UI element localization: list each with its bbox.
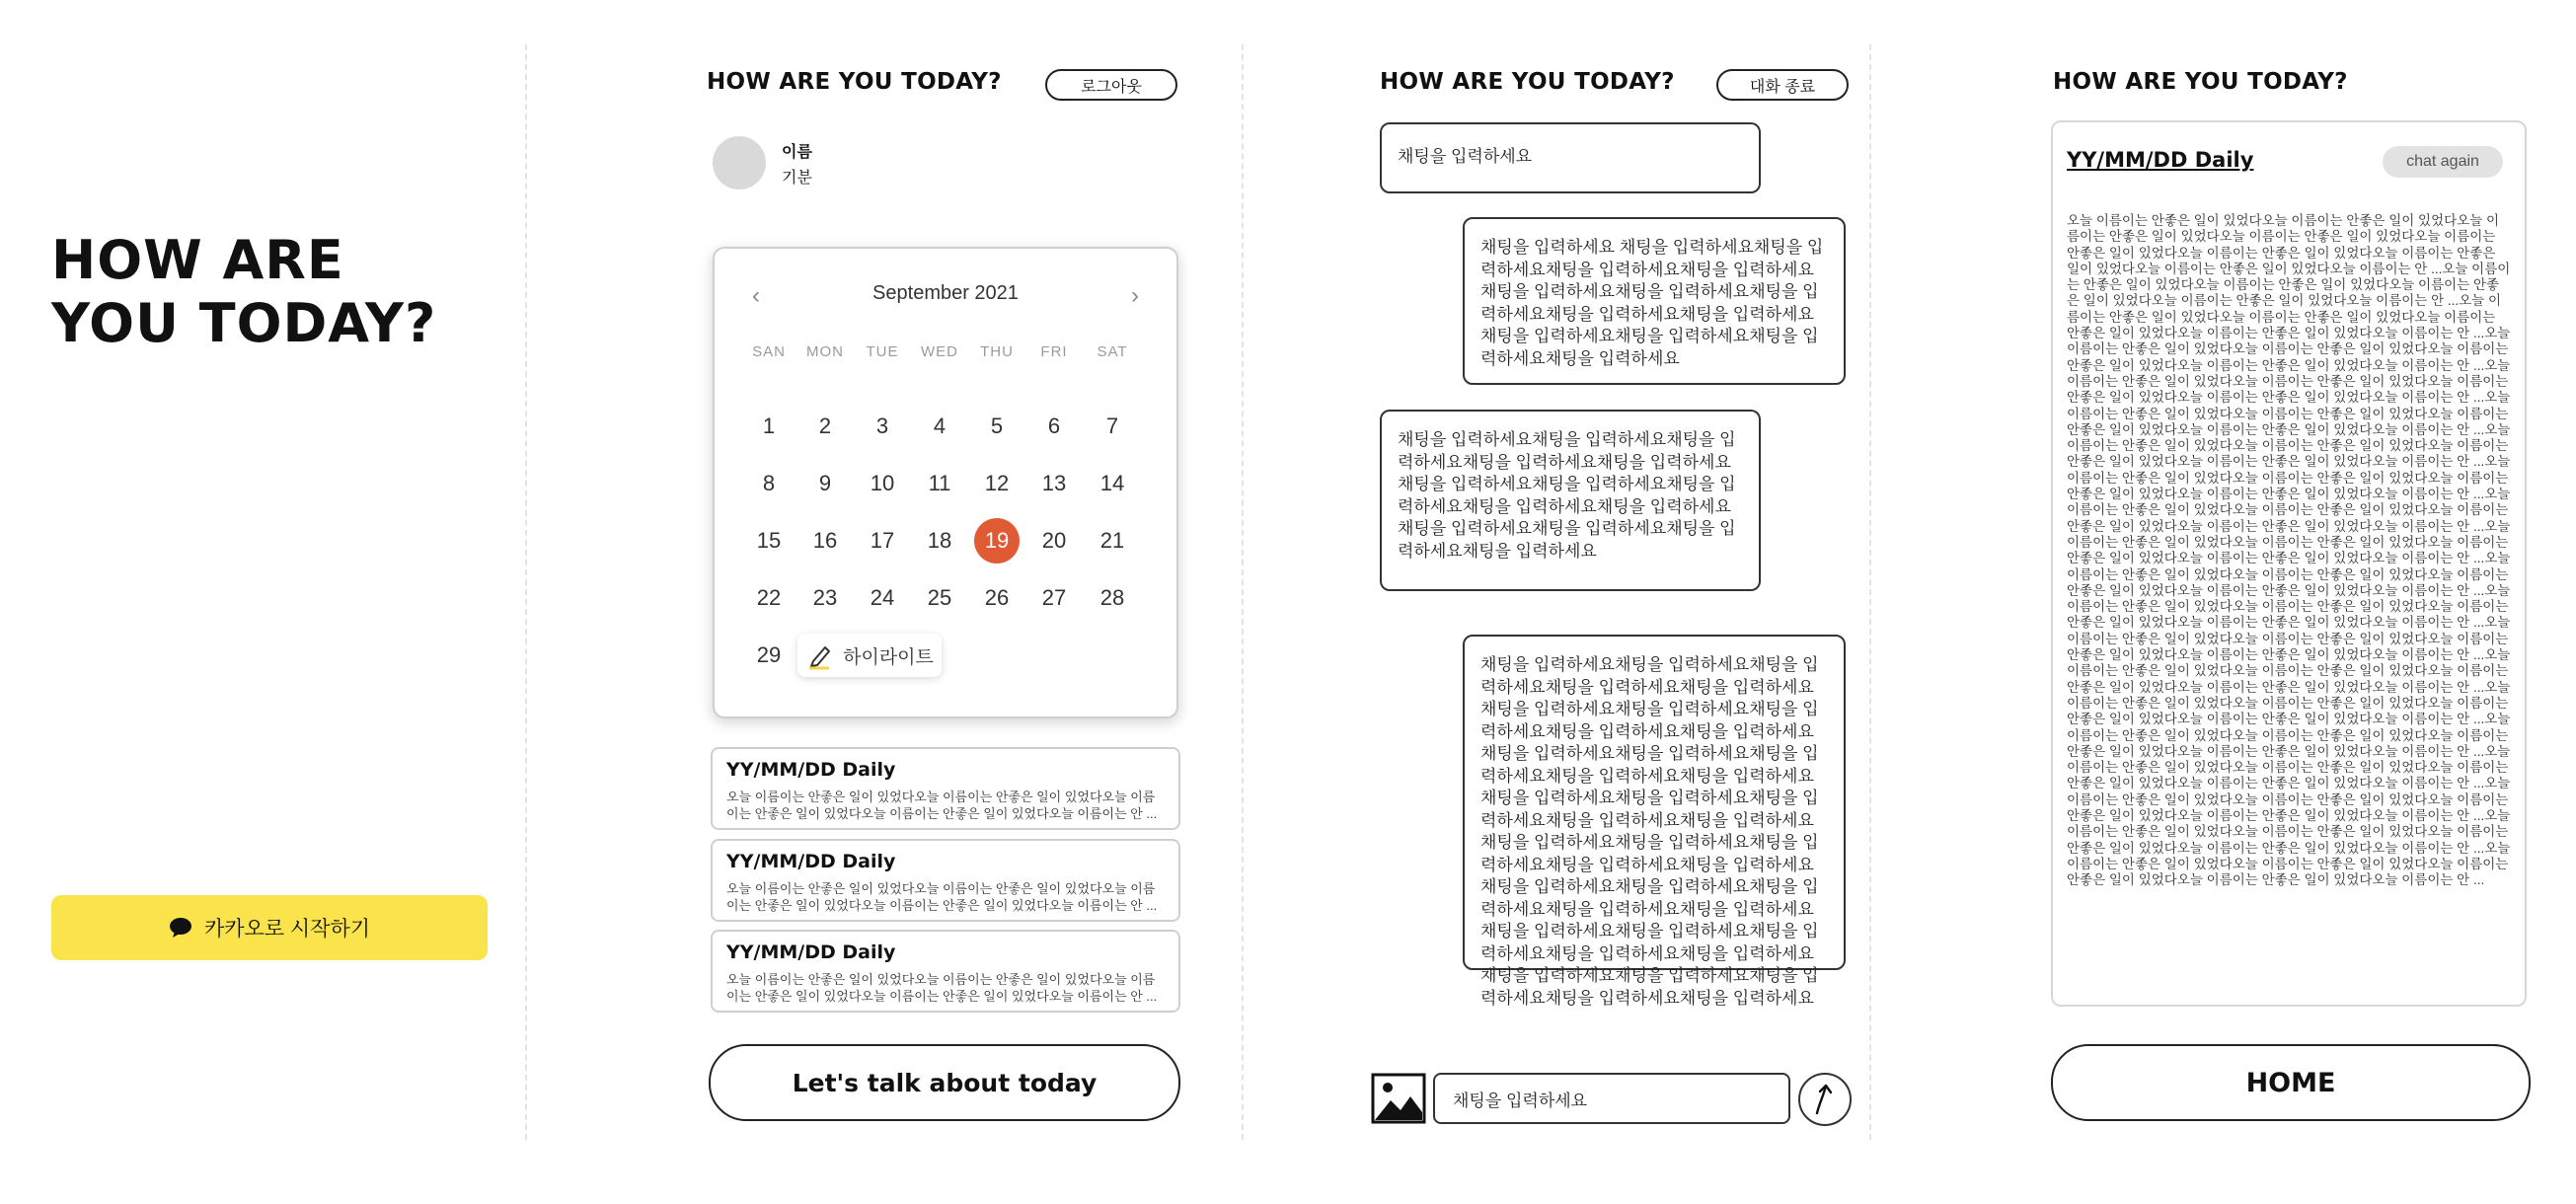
chat-bubble-icon: [169, 917, 192, 939]
calendar-month: September 2021: [872, 282, 1019, 304]
chat-again-button[interactable]: chat again: [2383, 146, 2503, 178]
calendar-day[interactable]: 28: [1099, 585, 1125, 610]
header-title: HOW ARE YOU TODAY?: [707, 69, 1002, 95]
calendar-day[interactable]: 1: [762, 414, 776, 438]
daily-card-preview: 오늘 이름이는 안좋은 일이 있었다오늘 이름이는 안좋은 일이 있었다오늘 이름이는 안좋은 일이 있었다오늘 이름이는 안좋은 일이 있었다오늘 이름이는 안 ...: [726, 972, 1158, 1004]
chevron-right-icon[interactable]: ›: [1131, 282, 1139, 309]
diary-title: YY/MM/DD Daily: [2067, 148, 2254, 172]
calendar-day-selected[interactable]: 19: [974, 518, 1020, 564]
chat-input[interactable]: 채팅을 입력하세요: [1433, 1073, 1790, 1124]
calendar-day[interactable]: 22: [756, 585, 782, 610]
calendar-day[interactable]: 5: [990, 414, 1004, 438]
weekday-label: THU: [980, 343, 1014, 360]
kakao-login-button[interactable]: [51, 895, 488, 960]
logout-button[interactable]: 로그아웃: [1045, 69, 1177, 101]
calendar-day[interactable]: 8: [762, 471, 776, 495]
chat-bubble-right: 채팅을 입력하세요채팅을 입력하세요채팅을 입력하세요채팅을 입력하세요채팅을 입력하세요채팅을 입력하세요채팅을 입력하세요채팅을 입력하세요채팅을 입력하세요채팅을 입력하세요채팅을 입력하세요채팅을 입력하세요채팅을 입력하세요채팅을 입력하세요채팅을 입력하세요채팅을 입력하세요채팅을 입력하세요채팅을 입력하세요채팅을 입력하세요채팅을 입력하세요채팅을 입력하세요채팅을 입력하세요채팅을 입력하세요채팅을 입력하세요채팅을 입력하세요채팅을 입력하세요채팅을 입력하세요채팅을 입력하세요채팅을 입력하세요채팅을 입력하세요채팅을 입력하세요채팅을 입력하세요채팅을 입력하세요채팅을 입력하세요채팅을 입력하세요채팅을 입력하세요채팅을 입력하세요채팅을 입력하세요채팅을 입력하세요채팅을 입력하세요: [1463, 635, 1846, 970]
header-title: HOW ARE YOU TODAY?: [2053, 69, 2348, 95]
calendar-day[interactable]: 7: [1105, 414, 1119, 438]
daily-card-preview: 오늘 이름이는 안좋은 일이 있었다오늘 이름이는 안좋은 일이 있었다오늘 이름이는 안좋은 일이 있었다오늘 이름이는 안좋은 일이 있었다오늘 이름이는 안 ...: [726, 881, 1158, 913]
calendar-day[interactable]: 29: [756, 642, 782, 667]
daily-card[interactable]: [711, 747, 1180, 830]
daily-card[interactable]: [711, 930, 1180, 1013]
send-button[interactable]: [1798, 1073, 1852, 1126]
calendar-day[interactable]: 14: [1099, 471, 1125, 495]
send-arrow-icon: [1810, 1083, 1840, 1116]
weekday-label: MON: [806, 343, 844, 360]
chevron-left-icon[interactable]: ‹: [752, 282, 760, 309]
calendar-day[interactable]: 9: [818, 471, 832, 495]
home-button[interactable]: HOME: [2051, 1044, 2531, 1121]
highlighter-icon: [805, 641, 835, 669]
calendar-day[interactable]: 15: [756, 528, 782, 553]
kakao-login-label: 카카오로 시작하기: [203, 918, 371, 941]
calendar-day[interactable]: 13: [1041, 471, 1067, 495]
calendar-day[interactable]: 23: [812, 585, 838, 610]
calendar-day[interactable]: 3: [875, 414, 889, 438]
calendar-day[interactable]: 11: [928, 471, 951, 495]
chat-bubble-right: 채팅을 입력하세요 채팅을 입력하세요채팅을 입력하세요채팅을 입력하세요채팅을 입력하세요채팅을 입력하세요채팅을 입력하세요채팅을 입력하세요채팅을 입력하세요채팅을 입력하세요채팅을 입력하세요채팅을 입력하세요채팅을 입력하세요채팅을 입력하세요: [1463, 217, 1846, 385]
calendar-day[interactable]: 26: [984, 585, 1010, 610]
diary-body: 오늘 이름이는 안좋은 일이 있었다오늘 이름이는 안좋은 일이 있었다오늘 이름이는 안좋은 일이 있었다오늘 이름이는 안좋은 일이 있었다오늘 이름이는 안좋은 일이 있었다오늘 이름이는 안좋은 일이 있었다오늘 이름이는 안좋은 일이 있었다오늘 이름이는 안좋은 일이 있었다오늘 이름이는 안 ...오늘 이름이는 안좋은 일이 있었다오늘 이름이는 안좋은 일이 있었다오늘 이름이는 안좋은 일이 있었다오늘 이름이는 안좋은 일이 있었다오늘 이름이는 안 ...오늘 이름이는 안좋은 일이 있었다오늘 이름이는 안좋은 일이 있었다오늘 이름이는 안좋은 일이 있었다오늘 이름이는 안좋은 일이 있었다오늘 이름이는 안 ...오늘 이름이는 안좋은 일이 있었다오늘 이름이는 안좋은 일이 있었다오늘 이름이는 안좋은 일이 있었다오늘 이름이는 안좋은 일이 있었다오늘 이름이는 안 ...오늘 이름이는 안좋은 일이 있었다오늘 이름이는 안좋은 일이 있었다오늘 이름이는 안좋은 일이 있었다오늘 이름이는 안좋은 일이 있었다오늘 이름이는 안 ...오늘 이름이는 안좋은 일이 있었다오늘 이름이는 안좋은 일이 있었다오늘 이름이는 안좋은 일이 있었다오늘 이름이는 안좋은 일이 있었다오늘 이름이는 안 ...오늘 이름이는 안좋은 일이 있었다오늘 이름이는 안좋은 일이 있었다오늘 이름이는 안좋은 일이 있었다오늘 이름이는 안좋은 일이 있었다오늘 이름이는 안 ...오늘 이름이는 안좋은 일이 있었다오늘 이름이는 안좋은 일이 있었다오늘 이름이는 안좋은 일이 있었다오늘 이름이는 안좋은 일이 있었다오늘 이름이는 안 ...오늘 이름이는 안좋은 일이 있었다오늘 이름이는 안좋은 일이 있었다오늘 이름이는 안좋은 일이 있었다오늘 이름이는 안좋은 일이 있었다오늘 이름이는 안 ...오늘 이름이는 안좋은 일이 있었다오늘 이름이는 안좋은 일이 있었다오늘 이름이는 안좋은 일이 있었다오늘 이름이는 안좋은 일이 있었다오늘 이름이는 안 ...오늘 이름이는 안좋은 일이 있었다오늘 이름이는 안좋은 일이 있었다오늘 이름이는 안좋은 일이 있었다오늘 이름이는 안좋은 일이 있었다오늘 이름이는 안 ...오늘 이름이는 안좋은 일이 있었다오늘 이름이는 안좋은 일이 있었다오늘 이름이는 안좋은 일이 있었다오늘 이름이는 안좋은 일이 있었다오늘 이름이는 안 ...오늘 이름이는 안좋은 일이 있었다오늘 이름이는 안좋은 일이 있었다오늘 이름이는 안좋은 일이 있었다오늘 이름이는 안좋은 일이 있었다오늘 이름이는 안 ...오늘 이름이는 안좋은 일이 있었다오늘 이름이는 안좋은 일이 있었다오늘 이름이는 안좋은 일이 있었다오늘 이름이는 안좋은 일이 있었다오늘 이름이는 안 ...오늘 이름이는 안좋은 일이 있었다오늘 이름이는 안좋은 일이 있었다오늘 이름이는 안좋은 일이 있었다오늘 이름이는 안좋은 일이 있었다오늘 이름이는 안 ...오늘 이름이는 안좋은 일이 있었다오늘 이름이는 안좋은 일이 있었다오늘 이름이는 안좋은 일이 있었다오늘 이름이는 안좋은 일이 있었다오늘 이름이는 안 ...오늘 이름이는 안좋은 일이 있었다오늘 이름이는 안좋은 일이 있었다오늘 이름이는 안좋은 일이 있었다오늘 이름이는 안좋은 일이 있었다오늘 이름이는 안 ...오늘 이름이는 안좋은 일이 있었다오늘 이름이는 안좋은 일이 있었다오늘 이름이는 안좋은 일이 있었다오늘 이름이는 안좋은 일이 있었다오늘 이름이는 안 ...오늘 이름이는 안좋은 일이 있었다오늘 이름이는 안좋은 일이 있었다오늘 이름이는 안좋은 일이 있었다오늘 이름이는 안좋은 일이 있었다오늘 이름이는 안 ...오늘 이름이는 안좋은 일이 있었다오늘 이름이는 안좋은 일이 있었다오늘 이름이는 안좋은 일이 있었다오늘 이름이는 안좋은 일이 있었다오늘 이름이는 안 ...: [2067, 213, 2511, 888]
calendar-day[interactable]: 2: [818, 414, 832, 438]
profile-mood: 기분: [782, 170, 812, 187]
calendar-day[interactable]: 21: [1099, 528, 1125, 553]
highlight-tag[interactable]: [797, 634, 942, 677]
calendar-day[interactable]: 6: [1047, 414, 1061, 438]
talk-button[interactable]: Let's talk about today: [709, 1044, 1180, 1121]
weekday-label: WED: [921, 343, 958, 360]
calendar-day[interactable]: 10: [870, 471, 895, 495]
screen-divider: [525, 44, 527, 1140]
calendar-day[interactable]: 25: [927, 585, 952, 610]
calendar-day[interactable]: 17: [870, 528, 895, 553]
daily-card-preview: 오늘 이름이는 안좋은 일이 있었다오늘 이름이는 안좋은 일이 있었다오늘 이름이는 안좋은 일이 있었다오늘 이름이는 안좋은 일이 있었다오늘 이름이는 안 ...: [726, 790, 1158, 821]
calendar-day[interactable]: 18: [927, 528, 952, 553]
end-chat-button[interactable]: 대화 종료: [1716, 69, 1849, 101]
calendar-day[interactable]: 20: [1041, 528, 1067, 553]
daily-card-title: YY/MM/DD Daily: [726, 941, 896, 963]
screen-divider: [1242, 44, 1244, 1140]
diary-panel: [2051, 120, 2527, 1007]
daily-card-title: YY/MM/DD Daily: [726, 851, 896, 872]
chat-bubble-left: 채팅을 입력하세요: [1380, 122, 1761, 193]
chat-bubble-left: 채팅을 입력하세요채팅을 입력하세요채팅을 입력하세요채팅을 입력하세요채팅을 입력하세요채팅을 입력하세요채팅을 입력하세요채팅을 입력하세요채팅을 입력하세요채팅을 입력하세요채팅을 입력하세요채팅을 입력하세요채팅을 입력하세요채팅을 입력하세요: [1380, 410, 1761, 591]
calendar-day[interactable]: 27: [1041, 585, 1067, 610]
calendar-day[interactable]: 12: [984, 471, 1010, 495]
weekday-label: FRI: [1040, 343, 1068, 360]
weekday-label: SAN: [752, 343, 786, 360]
calendar-day[interactable]: 4: [933, 414, 947, 438]
splash-title: HOW ARE YOU TODAY?: [51, 229, 437, 354]
daily-card-title: YY/MM/DD Daily: [726, 759, 896, 781]
calendar-day[interactable]: 16: [812, 528, 838, 553]
avatar: [713, 136, 766, 189]
highlight-label: 하이라이트: [843, 646, 934, 668]
profile-name: 이름: [782, 144, 812, 161]
image-upload-icon[interactable]: [1371, 1073, 1426, 1124]
daily-card[interactable]: [711, 839, 1180, 922]
weekday-label: SAT: [1097, 343, 1128, 360]
header-title: HOW ARE YOU TODAY?: [1380, 69, 1675, 95]
weekday-label: TUE: [866, 343, 899, 360]
screen-divider: [1869, 44, 1871, 1140]
calendar-day[interactable]: 24: [870, 585, 895, 610]
calendar: [713, 247, 1178, 718]
